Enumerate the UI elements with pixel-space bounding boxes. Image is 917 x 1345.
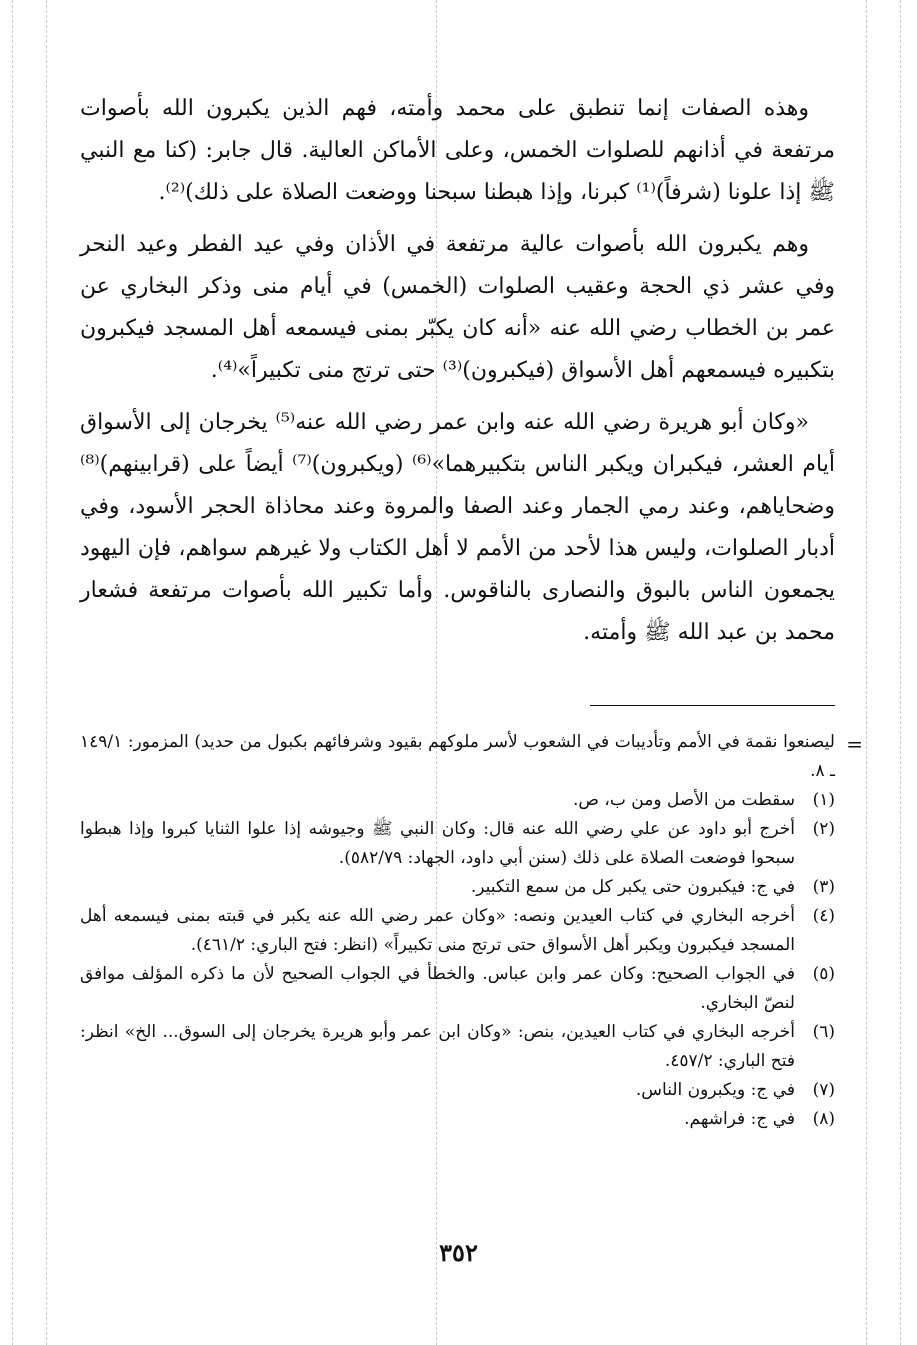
page-number: ٣٥٢ [439,1238,478,1267]
footnote [80,1076,835,1105]
footnote-number: (٤) [812,906,835,926]
continuation-mark: = [846,732,863,756]
footnote-number: (٥) [812,964,835,984]
footnote-continuation: ليصنعوا نقمة في الأمم وتأديبات في الشعوب لأسر ملوكهم بقيود وشرفائهم بكبول من حديد) المزمور: ١٤٩/١ ـ ٨. [80,732,835,781]
footnote-number: (٨) [812,1109,835,1129]
footnote-number: (٢) [812,819,835,839]
footnote [80,1105,835,1134]
footnote [80,1018,835,1076]
footnote [80,873,835,902]
scan-guide-line [900,0,901,1345]
footnote [80,902,835,960]
footnote-number: (١) [812,790,835,810]
footnote-text: أخرجه البخاري في كتاب العيدين، بنص: «وكان ابن عمر وأبو هريرة يخرجان إلى السوق... الخ» انظر: فتح الباري: ٤٥٧/٢. [80,1022,796,1071]
footnote-text: أخرج أبو داود عن علي رضي الله عنه قال: وكان النبي ﷺ وجيوشه إذا علوا الثنايا كبروا وإذا هبطوا سبحوا فوضعت الصلاة على ذلك (سنن أبي داود، الجهاد: ٥٨٢/٧٩). [80,819,795,868]
footnote-number: (٧) [812,1080,835,1100]
footnote [80,786,835,815]
footnote-separator [590,705,835,706]
footnote [80,815,835,873]
footnote-text: في ج: فراشهم. [684,1109,795,1129]
footnote-text: أخرجه البخاري في كتاب العيدين ونصه: «وكان عمر رضي الله عنه يكبر في قبته بمنى فيسمعه أهل المسجد فيكبرون ويكبر أهل الأسواق حتى ترتج منى تكبيراً» (انظر: فتح الباري: ٤٦١/٢). [80,906,795,955]
footnote-number: (٣) [812,877,835,897]
footnote [80,960,835,1018]
main-text [80,88,835,664]
scan-guide-line [46,0,47,1345]
footnote-number: (٦) [812,1022,835,1042]
footnotes [80,728,863,1134]
footnote-text: سقطت من الأصل ومن ب، ص. [573,790,795,810]
paragraph: وهذه الصفات إنما تنطبق على محمد وأمته، فهم الذين يكبرون الله بأصوات مرتفعة في أذانهم للصلوات الخمس، وعلى الأماكن العالية. قال جابر: (كنا مع النبي ﷺ إذا علونا (شرفاً)⁽¹⁾ كبرنا، وإذا هبطنا سبحنا ووضعت الصلاة على ذلك)⁽²⁾. [80,96,835,205]
scan-guide-line [12,0,13,1345]
scan-guide-line [866,0,867,1345]
paragraph: وهم يكبرون الله بأصوات عالية مرتفعة في الأذان وفي عيد الفطر وعيد النحر وفي عشر ذي الحجة وعقيب الصلوات (الخمس) في أيام منى وذكر البخاري عن عمر بن الخطاب رضي الله عنه «أنه كان يكبّر بمنى فيسمعه أهل المسجد فيكبرون بتكبيره فيسمعهم أهل الأسواق (فيكبرون)⁽³⁾ حتى ترتج منى تكبيراً»⁽⁴⁾. [80,232,835,383]
footnote-text: في ج: ويكبرون الناس. [635,1080,795,1100]
footnote-text: في الجواب الصحيح: وكان عمر وابن عباس. والخطأ في الجواب الصحيح لأن ما ذكره المؤلف موافق لنصّ البخاري. [80,964,795,1013]
footnote-text: في ج: فيكبرون حتى يكبر كل من سمع التكبير. [470,877,795,897]
paragraph: «وكان أبو هريرة رضي الله عنه وابن عمر رضي الله عنه⁽⁵⁾ يخرجان إلى الأسواق أيام العشر، فيكبران ويكبر الناس بتكبيرهما»⁽⁶⁾ (ويكبرون)⁽⁷⁾ أيضاً على (قرابينهم)⁽⁸⁾ وضحاياهم، وعند رمي الجمار وعند الصفا والمروة وعند محاذاة الحجر الأسود، وفي أدبار الصلوات، وليس هذا لأحد من الأمم لا أهل الكتاب ولا غيرهم سواهم، فإن اليهود يجمعون الناس بالبوق والنصارى بالناقوس. وأما تكبير الله بأصوات مرتفعة فشعار محمد بن عبد الله ﷺ وأمته. [80,410,835,645]
